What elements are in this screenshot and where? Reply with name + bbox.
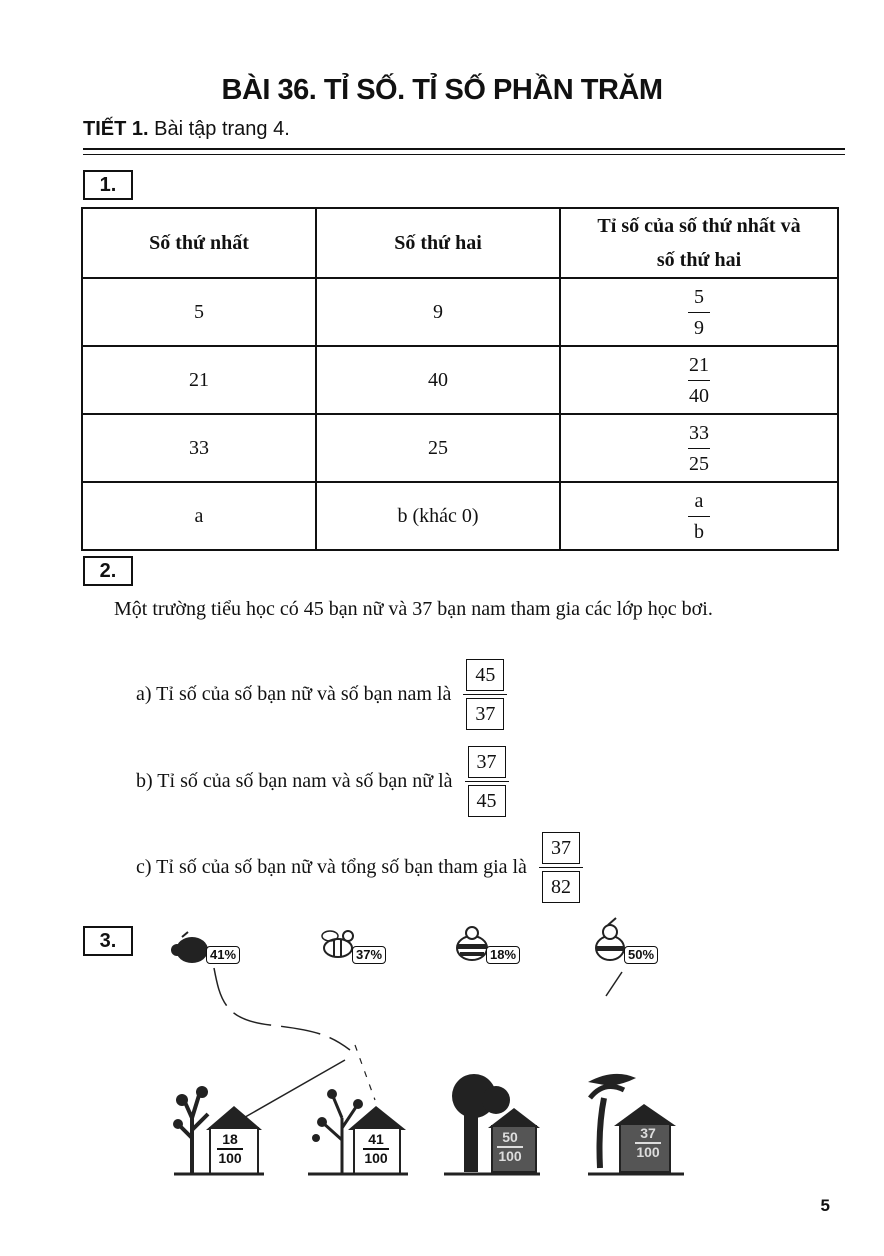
- header-first-number: Số thứ nhất: [82, 208, 316, 278]
- house-denominator: 100: [636, 1144, 660, 1160]
- badge-50[interactable]: 50%: [624, 946, 658, 964]
- answer-numerator[interactable]: 37: [542, 832, 580, 864]
- cell-second: 40: [316, 346, 560, 414]
- denominator: 40: [689, 384, 709, 407]
- numerator: 5: [694, 285, 704, 308]
- house-denominator: 100: [364, 1150, 388, 1166]
- cell-second: 9: [316, 278, 560, 346]
- house-numerator: 37: [640, 1125, 656, 1141]
- cell-first: a: [82, 482, 316, 550]
- house-label-2: [356, 1132, 396, 1166]
- question-2-label: 2.: [83, 556, 133, 586]
- house-numerator: 18: [222, 1131, 238, 1147]
- cell-second: 25: [316, 414, 560, 482]
- house-numerator: 50: [502, 1129, 518, 1145]
- header-ratio-text: Tỉ số của số thứ nhất và số thứ hai: [597, 215, 801, 271]
- cell-first: 33: [82, 414, 316, 482]
- house-denominator: 100: [498, 1148, 522, 1164]
- cell-second: b (khác 0): [316, 482, 560, 550]
- answer-numerator[interactable]: 37: [468, 746, 506, 778]
- answer-denominator[interactable]: 45: [468, 785, 506, 817]
- question-2b-text: b) Tỉ số của số bạn nam và số bạn nữ là: [136, 770, 453, 792]
- question-2c-text: c) Tỉ số của số bạn nữ và tổng số bạn tham gia là: [136, 856, 527, 878]
- house-label-4: [628, 1126, 668, 1160]
- cell-first: 5: [82, 278, 316, 346]
- denominator: 9: [694, 316, 704, 339]
- denominator: 25: [689, 452, 709, 475]
- cell-first: 21: [82, 346, 316, 414]
- house-label-3: [490, 1130, 530, 1164]
- question-2-intro: Một trường tiểu học có 45 bạn nữ và 37 bạn nam tham gia các lớp học bơi.: [114, 598, 713, 620]
- denominator: b: [694, 520, 704, 543]
- page-number: 5: [820, 1196, 830, 1215]
- header-second-number: Số thứ hai: [316, 208, 560, 278]
- question-2a-text: a) Tỉ số của số bạn nữ và số bạn nam là: [136, 683, 452, 705]
- badge-41[interactable]: 41%: [206, 946, 240, 964]
- badge-18[interactable]: 18%: [486, 946, 520, 964]
- answer-numerator[interactable]: 45: [466, 659, 504, 691]
- question-1-label: 1.: [83, 170, 133, 200]
- numerator: 33: [689, 421, 709, 444]
- numerator: a: [694, 489, 704, 512]
- lesson-label: TIẾT 1.: [83, 118, 149, 140]
- lesson-text: Bài tập trang 4.: [154, 118, 290, 140]
- match-line-4: [606, 972, 622, 996]
- answer-denominator[interactable]: 37: [466, 698, 504, 730]
- house-label-1: [210, 1132, 250, 1166]
- page-title: BÀI 36. TỈ SỐ. TỈ SỐ PHẦN TRĂM: [221, 74, 663, 106]
- badge-37[interactable]: 37%: [352, 946, 386, 964]
- question-3-label: 3.: [83, 926, 133, 956]
- match-line-1: [214, 968, 350, 1050]
- house-denominator: 100: [218, 1150, 242, 1166]
- answer-denominator[interactable]: 82: [542, 871, 580, 903]
- ladybug-icon: [168, 930, 210, 966]
- house-numerator: 41: [368, 1131, 384, 1147]
- numerator: 21: [689, 353, 709, 376]
